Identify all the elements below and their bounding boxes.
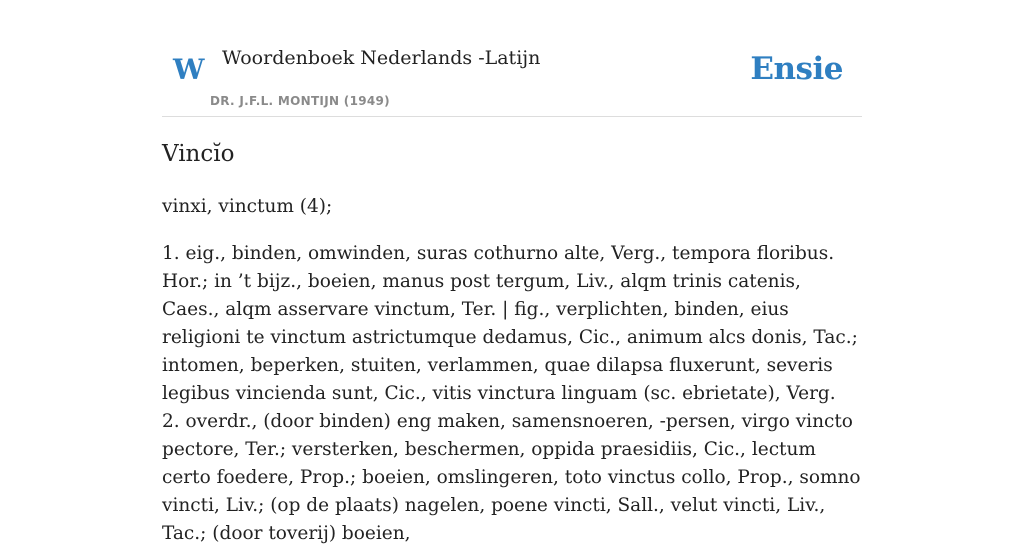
entry-headword: Vincĭo (162, 141, 235, 167)
entry-definition (162, 240, 862, 548)
ensie-logo-link[interactable]: Ensie (750, 51, 843, 87)
dictionary-author: DR. J.F.L. MONTIJN (1949) (210, 94, 390, 108)
dictionary-entry (162, 137, 862, 548)
entry-forms: vinxi, vinctum (4); (162, 196, 333, 217)
entry-sense-1: 1. eig., binden, omwinden, suras cothurno alte, Verg., tempora floribus. Hor.; in ’t bijz., boeien, manus post tergum, Liv., alqm trinis catenis, Caes., alqm asservare vinctum, Ter. | fig., verplichten, binden, eius religioni te vinctum astrictumque dedamus, Cic., animum alcs donis, Tac.; intomen, beperken, stuiten, verlammen, quae dilapsa fluxerunt, severis legibus vincienda sunt, Cic., vitis vinctura linguam (sc. ebrietate), Verg. (162, 243, 858, 404)
entry-sense-2: 2. overdr., (door binden) eng maken, samensnoeren, -persen, virgo vincto pectore, Ter.; versterken, beschermen, oppida praesidiis, Cic., lectum certo foedere, Prop.; boeien, omslingeren, toto vinctus collo, Prop., somno vincti, Liv.; (op de plaats) nagelen, poene vincti, Sall., velut vincti, Liv., Tac.; (door toverij) boeien, (162, 411, 861, 544)
dictionary-header (162, 38, 862, 117)
dictionary-logo-icon[interactable]: W (173, 53, 205, 86)
dictionary-title-link[interactable]: Woordenboek Nederlands -Latijn (222, 47, 541, 69)
